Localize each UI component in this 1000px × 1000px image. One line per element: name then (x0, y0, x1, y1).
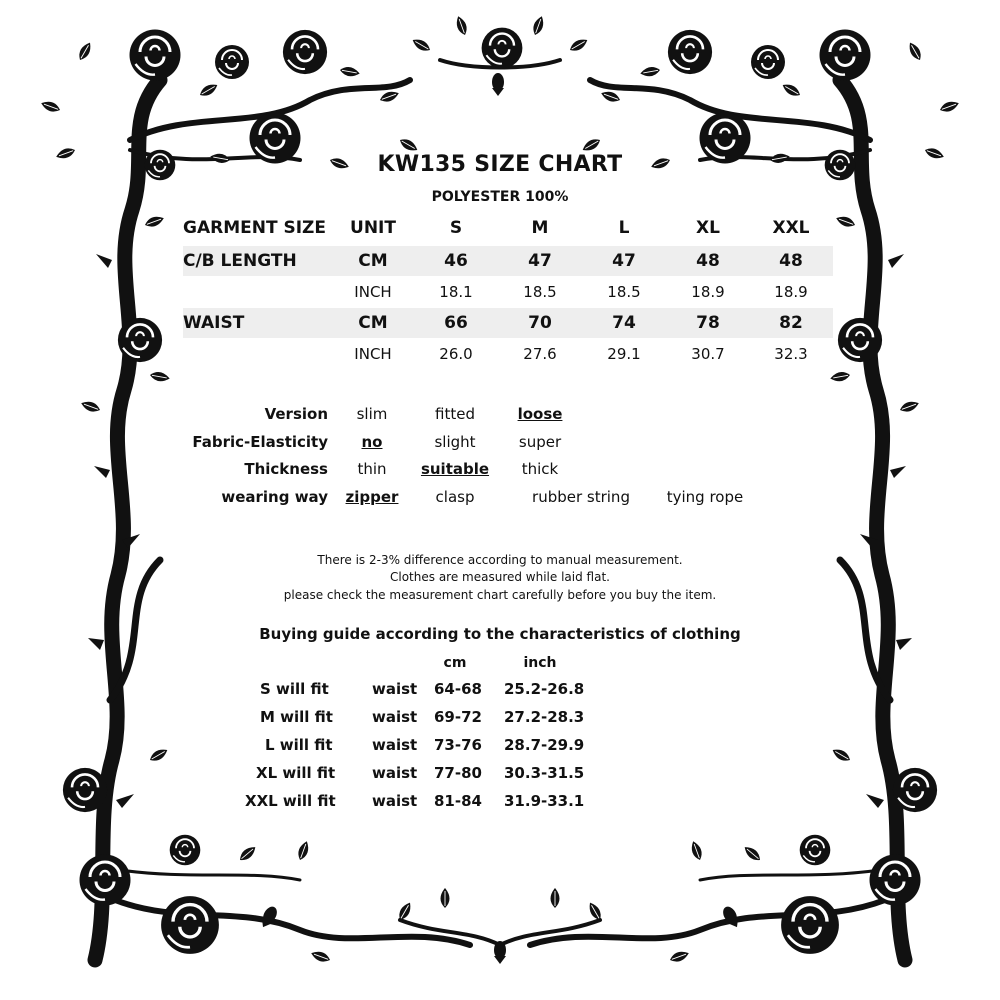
guide-header-inch: inch (523, 655, 557, 671)
guide-inch: 30.3-31.5 (504, 764, 585, 782)
table-row (183, 339, 833, 369)
header-size-l: L (618, 218, 630, 238)
attribute-version (0, 405, 1000, 431)
row-label (183, 277, 343, 307)
table-row (183, 308, 833, 338)
value-xl: 30.7 (691, 345, 725, 363)
option-loose-selected: loose (517, 405, 563, 423)
guide-row (0, 792, 1000, 816)
guide-cm: 77-80 (434, 764, 482, 782)
attribute-label: wearing way (221, 488, 328, 506)
value-l: 29.1 (607, 345, 641, 363)
attribute-label: Version (264, 405, 328, 423)
row-unit: INCH (354, 345, 392, 363)
guide-part: waist (372, 708, 418, 726)
material-label: POLYESTER 100% (431, 189, 569, 205)
row-unit: CM (358, 251, 388, 271)
row-label: WAIST (183, 313, 245, 333)
guide-fit: S will fit (260, 680, 329, 698)
option-clasp: clasp (435, 488, 475, 506)
buying-guide-title: Buying guide according to the characteristics of clothing (259, 625, 741, 643)
value-xxl: 82 (779, 313, 803, 333)
option-thick: thick (521, 460, 559, 478)
guide-row (0, 708, 1000, 732)
value-xl: 48 (696, 251, 720, 271)
guide-header-cm: cm (443, 655, 467, 671)
guide-fit: M will fit (260, 708, 333, 726)
value-l: 18.5 (607, 283, 641, 301)
attribute-wearing-way (0, 488, 1000, 514)
value-xxl: 18.9 (774, 283, 808, 301)
value-xxl: 32.3 (774, 345, 808, 363)
attribute-label: Fabric-Elasticity (192, 433, 328, 451)
header-size-xxl: XXL (772, 218, 810, 238)
value-m: 47 (528, 251, 552, 271)
attribute-thickness (0, 460, 1000, 486)
note-line: please check the measurement chart carefully before you buy the item. (283, 588, 717, 602)
header-size-m: M (531, 218, 549, 238)
chart-title: KW135 SIZE CHART (377, 152, 623, 177)
guide-inch: 25.2-26.8 (504, 680, 585, 698)
table-row (183, 277, 833, 307)
value-s: 26.0 (439, 345, 473, 363)
value-s: 46 (444, 251, 468, 271)
guide-cm: 64-68 (434, 680, 482, 698)
option-tying-rope: tying rope (666, 488, 744, 506)
guide-part: waist (372, 764, 418, 782)
value-m: 27.6 (523, 345, 557, 363)
header-unit: UNIT (350, 218, 396, 238)
note-line: There is 2-3% difference according to manual measurement. (317, 553, 683, 567)
guide-inch: 27.2-28.3 (504, 708, 585, 726)
value-xxl: 48 (779, 251, 803, 271)
guide-fit: XXL will fit (245, 792, 336, 810)
attribute-fabric-elasticity (0, 433, 1000, 459)
guide-cm: 81-84 (434, 792, 482, 810)
guide-cm: 69-72 (434, 708, 482, 726)
value-xl: 78 (696, 313, 720, 333)
note-line: Clothes are measured while laid flat. (390, 570, 610, 584)
option-super: super (518, 433, 562, 451)
guide-fit: L will fit (265, 736, 333, 754)
option-slight: slight (434, 433, 476, 451)
value-l: 74 (612, 313, 636, 333)
guide-part: waist (372, 736, 418, 754)
option-no-selected: no (361, 433, 383, 451)
option-slim: slim (356, 405, 388, 423)
guide-cm: 73-76 (434, 736, 482, 754)
value-m: 18.5 (523, 283, 557, 301)
option-zipper-selected: zipper (345, 488, 399, 506)
header-size-s: S (449, 218, 463, 238)
row-unit: INCH (354, 283, 392, 301)
value-l: 47 (612, 251, 636, 271)
guide-part: waist (372, 792, 418, 810)
table-row (183, 246, 833, 276)
option-thin: thin (357, 460, 387, 478)
value-s: 66 (444, 313, 468, 333)
guide-inch: 31.9-33.1 (504, 792, 585, 810)
guide-row (0, 680, 1000, 704)
option-rubber-string: rubber string (532, 488, 630, 506)
option-suitable-selected: suitable (420, 460, 490, 478)
table-header-row (183, 213, 833, 243)
guide-row (0, 736, 1000, 760)
value-xl: 18.9 (691, 283, 725, 301)
header-size-xl: XL (696, 218, 720, 238)
header-garment-size: GARMENT SIZE (183, 218, 326, 238)
value-s: 18.1 (439, 283, 473, 301)
value-m: 70 (528, 313, 552, 333)
guide-part: waist (372, 680, 418, 698)
attribute-label: Thickness (244, 460, 328, 478)
row-label (183, 339, 343, 369)
row-label: C/B LENGTH (183, 251, 297, 271)
row-unit: CM (358, 313, 388, 333)
guide-inch: 28.7-29.9 (504, 736, 585, 754)
option-fitted: fitted (435, 405, 475, 423)
guide-fit: XL will fit (256, 764, 336, 782)
guide-row (0, 764, 1000, 788)
